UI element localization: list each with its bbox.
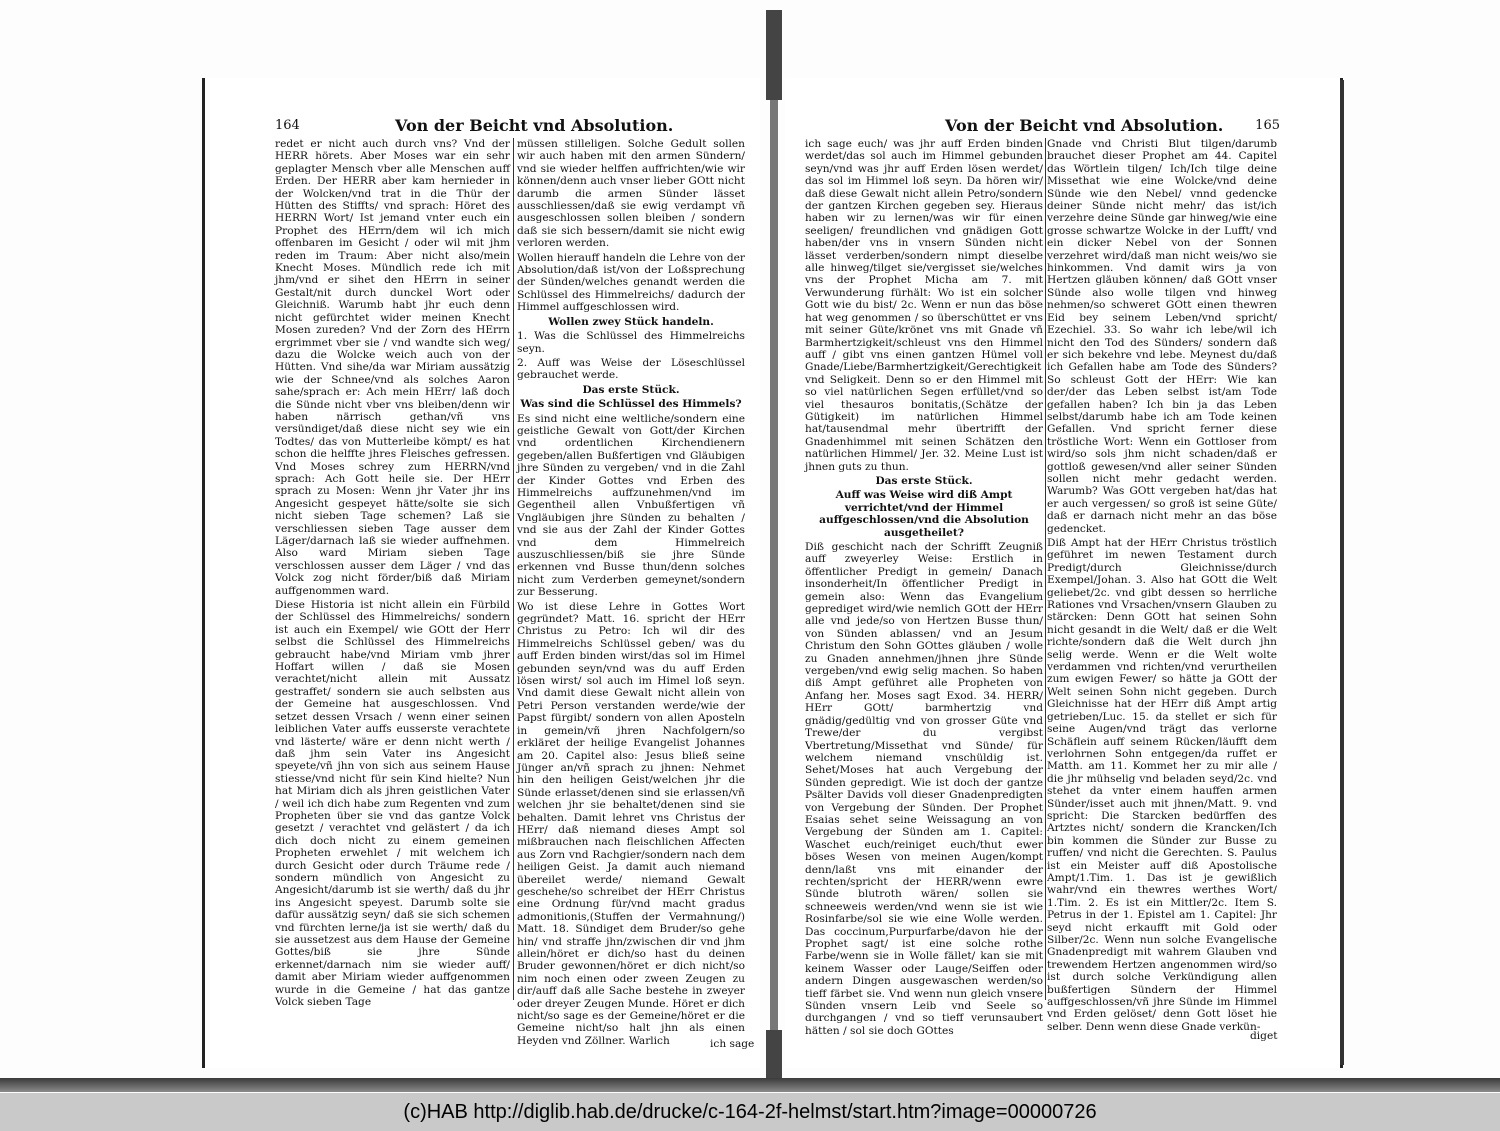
left-page-header — [275, 116, 740, 138]
footer-credit: (c)HAB http://diglib.hab.de/drucke/c-164-2f-helmst/start.htm?image=00000726 — [403, 1101, 1097, 1123]
list-item: 1. Was die Schlüssel des Himmelreichs seyn. — [517, 330, 745, 355]
paragraph: Wo ist diese Lehre in Gottes Wort gegründet? Matt. 16. spricht der HErr Christus zu Petro: Ich wil dir des Himmelreichs Schlüssel geben/ was du auff Erden binden wirst/das sol im Himel gebunden seyn/vnd was du auff Erden lösen wirst/ sol auch im Himel loß seyn. Vnd damit diese Gewalt nicht allein von Petri Person verstanden werde/wie der Papst fürgibt/ sondern von allen Aposteln in gemein/vñ jhren Nachfolgern/so erkläret der heilige Evangelist Johannes am 20. Capitel also: Jesus bließ seine Jünger an/vñ sprach zu jhnen: Nehmet hin den heiligen Geist/welchen jhr die Sünde erlasset/denen sind sie erlassen/vñ welchen jhr sie behaltet/denen sind sie behalten. Damit lehret vns Christus der HErr/ daß niemand dieses Ampt sol mißbrauchen nach fleischlichen Affecten aus Zorn vnd Rachgier/sondern nach dem heiligen Geist. Ja damit auch niemand übereilet werde/ niemand Gewalt geschehe/so schreibet der HErr Christus eine Ordnung für/vnd macht gradus admonitionis,(Stuffen der Vermahnung/) Matt. 18. Sündiget dem Bruder/so gehe hin/ vnd straffe jhn/zwischen dir vnd jhm allein/höret er dich/so hast du deinen Bruder gewonnen/höret er dich nicht/so nim noch einen oder zween Zeugen zu dir/auff daß alle Sache bestehe in zweyer oder dreyer Zeugen Munde. Höret er dich nicht/so sage es der Gemeine/höret er die Gemeine nicht/so halt jhn als einen Heyden vnd Zöllner. Warlich — [517, 600, 745, 1047]
page-edge — [1340, 80, 1344, 1065]
left-page — [205, 78, 760, 1068]
catchword: diget — [1250, 1030, 1278, 1042]
column-rule — [1045, 138, 1046, 1000]
right-column-b — [1047, 138, 1277, 1038]
right-page — [785, 78, 1340, 1068]
paragraph: Wollen hierauff handeln die Lehre von der Absolution/daß ist/von der Loßsprechung der Sünden/welches genandt werden die Schlüssel des Himmelreichs/ dadurch der Himmel auffgeschlossen wird. — [517, 251, 745, 314]
section-heading: Das erste Stück. — [875, 474, 973, 487]
book-gutter — [770, 10, 778, 1070]
paragraph: Diese Historia ist nicht allein ein Fürbild der Schlüssel des Himmelreichs/ sondern ist auch ein Exempel/ wie GOtt der Herr selbst die Schlüssel des Himmelreichs gebraucht habe/vnd Miriam vmb jhrer Hoffart willen / daß sie Mosen verachtet/nicht allein mit Aussatz gestraffet/ sondern sie auch selbsten aus der Gemeine hat ausgeschlossen. Vnd setzet dessen Vrsach / wenn einer seinen leiblichen Vater auffs eusserste verachtete vnd lästerte/ wäre er denn nicht werth / daß jhm sein Vater ins Angesicht speyete/vñ jhn von sich aus seinem Hause stiesse/vnd nicht für sein Kind hielte? Nun hat Miriam dich als jhren geistlichen Vater / weil ich dich habe zum Regenten vnd zum Propheten über sie vnd das gantze Volck gesetzt / verachtet vnd gelästert / da ich dich doch nicht zu einem gemeinen Propheten erwehlet / mit welchem ich durch Gesicht oder durch Träume rede / sondern mündlich von Angesicht zu Angesicht/darumb ist sie werth/ daß du jhr ins Angesicht speyest. Darumb solte sie dafür aussätzig seyn/ daß sie sich schemen vnd fürchten lerne/ja ist sie werth/ daß du sie aussetzest aus dem Hause der Gemeine Gottes/biß sie jhre Sünde erkennet/darnach nim sie wieder auff/ damit aber Miriam wieder auffgenommen wurde in die Gemeine / hat das gantze Volck sieben Tage — [275, 599, 510, 1009]
question-heading: Auff was Weise wird diß Ampt verrichtet/vnd der Himmel auffgeschlossen/vnd die Absolution ausgetheilet? — [819, 489, 1029, 539]
paragraph: Diß Ampt hat der HErr Christus tröstlich geführet im newen Testament durch Predigt/durch Gleichnisse/durch Exempel/Johan. 3. Also hat GOtt die Welt geliebet/2c. vnd gibt dessen so herrliche Rationes vnd Vrsachen/vnsern Glauben zu stärcken: Denn GOtt hat seinen Sohn nicht gesandt in die Welt/ daß er die Welt richte/sondern daß die Welt durch jhn selig werde. Wenn er die Welt wolte verdammen vnd richten/vnd verurtheilen zum ewigen Fewer/ so hätte ja GOtt der Welt seinen Sohn nicht gegeben. Durch Gleichnisse hat der HErr diß Ampt artig getrieben/Luc. 15. da stellet er sich für seine Augen/vnd trägt das verlorne Schäflein auff seinem Rücken/läufft dem verlohrnen Sohn entgegen/da ruffet er Matth. am 11. Kommet her zu mir alle / die jhr mühselig vnd beladen seyd/2c. vnd stehet da vnter einem hauffen armen Sünder/isset auch mit jhnen/Matt. 9. vnd spricht: Die Starcken bedürffen des Artztes nicht/ sondern die Krancken/Ich bin kommen die Sünder zur Busse zu ruffen/ vnd nicht die Gerechten. S. Paulus ist ein Meister auff diß Apostolische Ampt/1.Tim. 1. Das ist je gewißlich wahr/vnd ein thewres werthes Wort/ 1.Tim. 2. Es ist ein Mittler/2c. Item S. Petrus in der 1. Epistel am 1. Capitel: Jhr seyd nicht erkaufft mit Gold oder Silber/2c. Wenn nun solche Evangelische Gnadenpredigt mit wahrem Glauben vnd trewendem Hertzen angenommen wird/so ist durch solche Verkündigung allen bußfertigen Sündern der Himmel auffgeschlossen/vñ jhre Sünde im Himmel vnd Erden gelöset/ denn Gott löset hie selber. Denn wenn diese Gnade verkün- — [1047, 537, 1277, 1033]
column-rule — [513, 138, 514, 1000]
right-page-header — [805, 116, 1280, 138]
paragraph: Diß geschicht nach der Schrifft Zeugniß auff zweyerley Weise: Erstlich in öffentlicher Predigt in gemein/ Danach insonderheit/In öffentlicher Predigt in gemein also: Wenn das Evangelium geprediget wird/wie nemlich GOtt der HErr alle vnd jede/so von Hertzen Busse thun/ von Sünden ablassen/ vnd an Jesum Christum den Sohn GOttes gläuben / wolle zu Gnaden annehmen/jhnen jhre Sünde vergeben/vnd ewig selig machen. So haben diß Ampt geführet alle Propheten von Anfang her. Moses sagt Exod. 34. HERR/ HErr GOtt/ barmhertzig vnd gnädig/gedültig vnd von grosser Güte vnd Trewe/der du vergibst Vbertretung/Missethat vnd Sünde/ für welchem niemand vnschüldig ist. Sehet/Moses hat auch Vergebung der Sünden gepredigt. Wie ist doch der gantze Psälter Davids voll dieser Gnadenpredigten von Vergebung der Sünden. Der Prophet Esaias sehet seine Weissagung an von Vergebung der Sünden am 1. Capitel: Waschet euch/reiniget euch/thut ewer böses Wesen von meinen Augen/kompt denn/laßt vns mit einander der rechten/spricht der HERR/wenn ewre Sünde blutroth wären/ sollen sie schneeweis werden/vnd wenn sie ist wie Rosinfarbe/sol sie wie eine Wolle werden. Das coccinum,Purpurfarbe/davon hie der Prophet sagt/ ist eine solche rothe Farbe/wenn sie in Wolle fället/ kan sie mit keinem Wasser oder Lauge/Seiffen oder andern Dingen ausgewaschen werden/so tieff färbet sie. Vnd wenn nun gleich vnsere Sünden vnsern Leib vnd Seele so durchgangen / vnd so tieff verunsaubert hätten / sol sie doch GOttes — [805, 541, 1043, 1037]
page-number: 164 — [275, 118, 300, 133]
section-heading: Das erste Stück. — [582, 383, 680, 396]
paragraph: müssen stilleligen. Solche Gedult sollen wir auch haben mit den armen Sündern/ vnd sie wieder helffen auffrichten/wie wir können/denn auch vnser lieber GOtt nicht darumb die armen Sünder lässet ausschliessen/daß sie ewig verdampt vñ ausgeschlossen sollen bleiben / sondern daß sie sich bessern/damit sie nicht ewig verloren werden. — [517, 138, 745, 250]
left-column-a — [275, 138, 510, 1038]
paragraph: Es sind nicht eine weltliche/sondern eine geistliche Gewalt von Gott/der Kirchen vnd ordentlichen Kirchendienern gegeben/allen Bußfertigen vnd Gläubigen jhre Sünden zu vergeben/ vnd in die Zahl der Kinder Gottes vnd Erben des Himmelreichs auffzunehmen/vnd im Gegentheil allen Vnbußfertigen vñ Vngläubigen jhre Sünden zu behalten / vnd sie aus der Zahl der Kinder Gottes vnd dem Himmelreich auszuschliessen/biß sie jhre Sünde erkennen vnd Busse thun/denn solches nicht zum Verderben gemeynet/sondern zur Besserung. — [517, 412, 745, 599]
catchword: ich sage — [710, 1038, 755, 1050]
question-heading: Was sind die Schlüssel des Himmels? — [520, 398, 742, 411]
paragraph: ich sage euch/ was jhr auff Erden binden werdet/das sol auch im Himmel gebunden seyn/vnd was jhr auff Erden lösen werdet/ das sol im Himmel loß seyn. Da hören wir/ daß diese Gewalt nicht allein Petro/sondern der gantzen Kirchen gegeben sey. Hieraus haben wir zu lernen/was wir für einen seeligen/ freundlichen vnd gnädigen Gott haben/der vns in vnsern Sünden nicht lässet verderben/sondern nimpt dieselbe alle hinweg/tilget sie/vergisset sie/welches vns der Prophet Micha am 7. mit Verwunderung fürhält: Wo ist ein solcher Gott wie du bist/ 2c. Wenn er nun das böse hat weg genommen / so überschüttet er vns mit seiner Güte/krönet vns mit Gnade vñ Barmhertzigkeit/schleust vns den Himmel auff / gibt vns einen gantzen Hümel voll Gnade/Liebe/Barmhertzigkeit/Gerechtigkeit vnd Seligkeit. Denn so er den Himmel mit so viel natürlichen Segen erfüllet/vnd so viel thesauros bonitatis,(Schätze der Gütigkeit) im natürlichen Himmel hat/tausendmal mehr übertrifft der Gnadenhimmel mit seinen Schätzen den natürlichen Himmel/ Jer. 32. Meine Lust ist jhnen guts zu thun. — [805, 138, 1043, 473]
paragraph: redet er nicht auch durch vns? Vnd der HERR hörets. Aber Moses war ein sehr geplagter Mensch vber alle Menschen auff Erden. Der HERR aber kam hernieder in der Wolcken/vnd trat in die Thür der Hütten des Stiffts/ vnd sprach: Höret des HERRN Wort/ Ist jemand vnter euch ein Prophet des HErrn/dem wil ich mich offenbaren im Gesicht / oder wil mit jhm reden im Traum: Aber nicht also/mein Knecht Moses. Mündlich rede ich mit jhm/vnd er sihet den HErrn in seiner Gestalt/nit durch dunckel Wort oder Gleichniß. Warumb habt jhr euch denn nicht gefürchtet wider meinen Knecht Mosen zureden? Vnd der Zorn des HErrn ergrimmet vber sie / vnd wandte sich weg/ dazu die Wolcke weich auch von der Hütten. Vnd sihe/da war Miriam aussätzig wie der Schnee/vnd als solches Aaron sahe/sprach er: Ach mein HErr/ laß doch die Sünde nicht vber vns bleiben/denn wir haben närrisch gethan/vñ vns versündiget/daß diese nicht sey wie ein Todtes/ das von Mutterleibe kömpt/ es hat schon die helffte jhres Fleisches gefressen. Vnd Moses schrey zum HERRN/vnd sprach: Ach Gott heile sie. Der HErr sprach zu Mosen: Wenn jhr Vater jhr ins Angesicht gespeyet hätte/solte sie sich nicht sieben Tage schemen? Laß sie verschliessen sieben Tage ausser dem Läger/darnach laß sie wieder auffnehmen. Also ward Miriam sieben Tage verschlossen ausser dem Läger / vnd das Volck zog nicht förder/biß daß Miriam auffgenommen ward. — [275, 138, 510, 597]
running-title: Von der Beicht vnd Absolution. — [395, 116, 674, 135]
page-number: 165 — [1255, 118, 1280, 133]
paragraph: Gnade vnd Christi Blut tilgen/darumb brauchet dieser Prophet am 44. Capitel das Wörtlein tilgen/ Ich/Ich tilge deine Missethat wie eine Wolcke/vnd deine Sünde wie den Nebel/ vnnd gedencke deiner Sünde nicht mehr/ das ist/ich verzehre deine Sünde gar hinweg/wie eine grosse schwartze Wolcke in der Lufft/ vnd ein dicker Nebel von der Sonnen verzehret wird/daß man nicht weis/wo sie hinkommen. Vnd damit wirs ja von Hertzen gläuben können/ daß GOtt vnser Sünde also wolle tilgen vnd hinweg nehmen/so schweret GOtt einen thewren Eid bey seinem Leben/vnd spricht/ Ezechiel. 33. So wahr ich lebe/wil ich nicht den Tod des Sünders/ sondern daß er sich bekehre vnd lebe. Meynest du/daß ich Gefallen habe am Tode des Sünders? So schleust Gott der HErr: Wie kan der/der das Leben selbst ist/am Tode gefallen haben? Ich bin ja das Leben selbst/darumb habe ich am Tode keinen Gefallen. Vnd spricht ferner diese tröstliche Wort: Wenn ein Gottloser from wird/so sols jhm nicht schaden/daß er gottloß gewesen/vnd aller seiner Sünden sollen nicht mehr gedacht werden. Warumb? Was GOtt vergeben hat/das hat er auch vergessen/ so groß ist seine Güte/ daß er darnach nicht mehr an das böse gedencket. — [1047, 138, 1278, 535]
footer-bar — [0, 1093, 1500, 1131]
section-heading: Wollen zwey Stück handeln. — [548, 315, 714, 328]
running-title: Von der Beicht vnd Absolution. — [945, 116, 1224, 135]
right-column-a — [805, 138, 1043, 1038]
scan-shadow — [0, 1078, 1500, 1092]
list-item: 2. Auff was Weise der Löseschlüssel gebrauchet werde. — [517, 356, 745, 382]
